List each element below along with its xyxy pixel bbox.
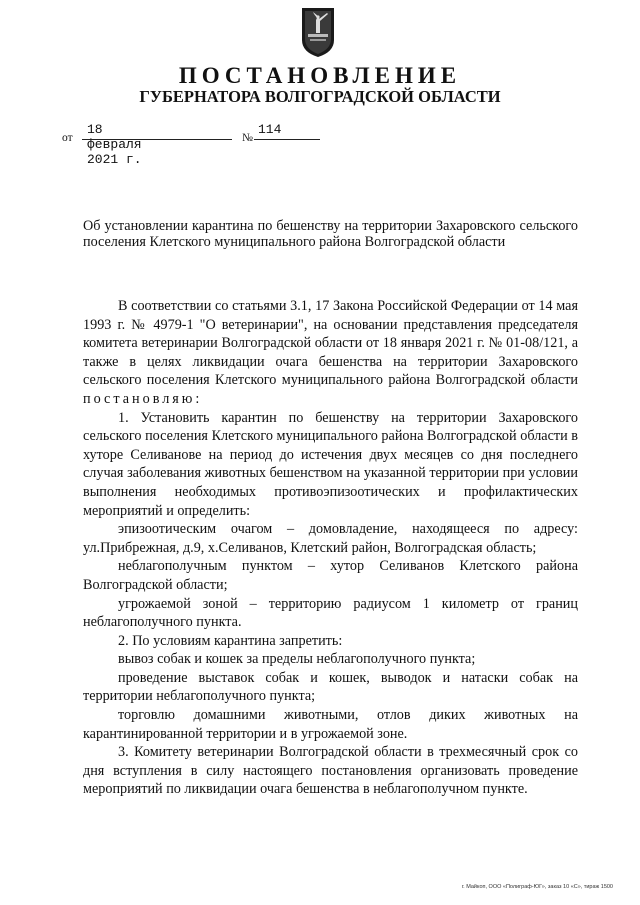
item-1: 1. Установить карантин по бешенству на территории Захаровского сельского поселения Клетского муниципального района Волгоградской области в хуторе Селиванове на период до истечения двух месяцев со дня последнего случая заболевания животных бешенством на указанной территории при условии выполнения необходимых противоэпизоотических и профилактических мероприятий и определить:: [83, 409, 578, 519]
item-1-threatened-zone: угрожаемой зоной – территорию радиусом 1 километр от границ неблагополучного пункта.: [83, 595, 578, 631]
printer-footer: г. Майкоп, ООО «Полиграф-ЮГ», заказ 10 «С», тираж 1500: [461, 884, 613, 890]
preamble-paragraph: [83, 297, 578, 409]
number-label: №: [242, 132, 253, 144]
item-1-epizootic-focus: эпизоотическим очагом – домовладение, находящееся по адресу: ул.Прибрежная, д.9, х.Селиванов, Клетский район, Волгоградская область;: [83, 521, 578, 556]
decree-body: [83, 297, 578, 799]
number-underline: [254, 139, 320, 140]
item-3: 3. Комитету ветеринарии Волгоградской области в трехмесячный срок со дня вступления в силу настоящего постановления организовать проведение мероприятий по ликвидации очага бешенства в неблагополучном пункте.: [83, 744, 578, 798]
item-1-affected-locality: неблагополучным пунктом – хутор Селиванов Клетского района Волгоградской области;: [83, 558, 578, 593]
document-issuer: ГУБЕРНАТОРА ВОЛГОГРАДСКОЙ ОБЛАСТИ: [139, 87, 501, 106]
item-2-prohibition-export: вывоз собак и кошек за пределы неблагополучного пункта;: [118, 651, 476, 668]
document-title: ПОСТАНОВЛЕНИЕ: [178, 63, 462, 88]
item-2-prohibition-trade: торговлю домашними животными, отлов диких животных на карантинированной территории и в угрожаемой зоне.: [83, 707, 578, 742]
decree-subject: Об установлении карантина по бешенству на территории Захаровского сельского поселения Клетского муниципального района Волгоградской области: [83, 218, 578, 250]
preamble-text: В соответствии со статьями 3.1, 17 Закона Российской Федерации от 14 мая 1993 г. № 4979-1 "О ветеринарии", на основании представления председателя комитета ветеринарии Волгоградской области от 18 января 2021 г. № 01-08/121, а также в целях ликвидации очага бешенства на территории Захаровского сельского поселения Клетского муниципального района Волгоградской области: [83, 298, 578, 389]
date-label: от: [62, 132, 73, 144]
decree-number: 114: [258, 122, 282, 137]
item-2-prohibition-exhibitions: проведение выставок собак и кошек, выводок и натаски собак на территории неблагополучного пункта;: [83, 669, 578, 705]
date-underline: [82, 139, 232, 140]
item-2: 2. По условиям карантина запретить:: [118, 632, 343, 649]
volgograd-coat-of-arms-icon: [300, 6, 336, 58]
decree-keyword: постановляю:: [83, 390, 203, 407]
decree-date: 18 февраля 2021 г.: [87, 122, 142, 167]
